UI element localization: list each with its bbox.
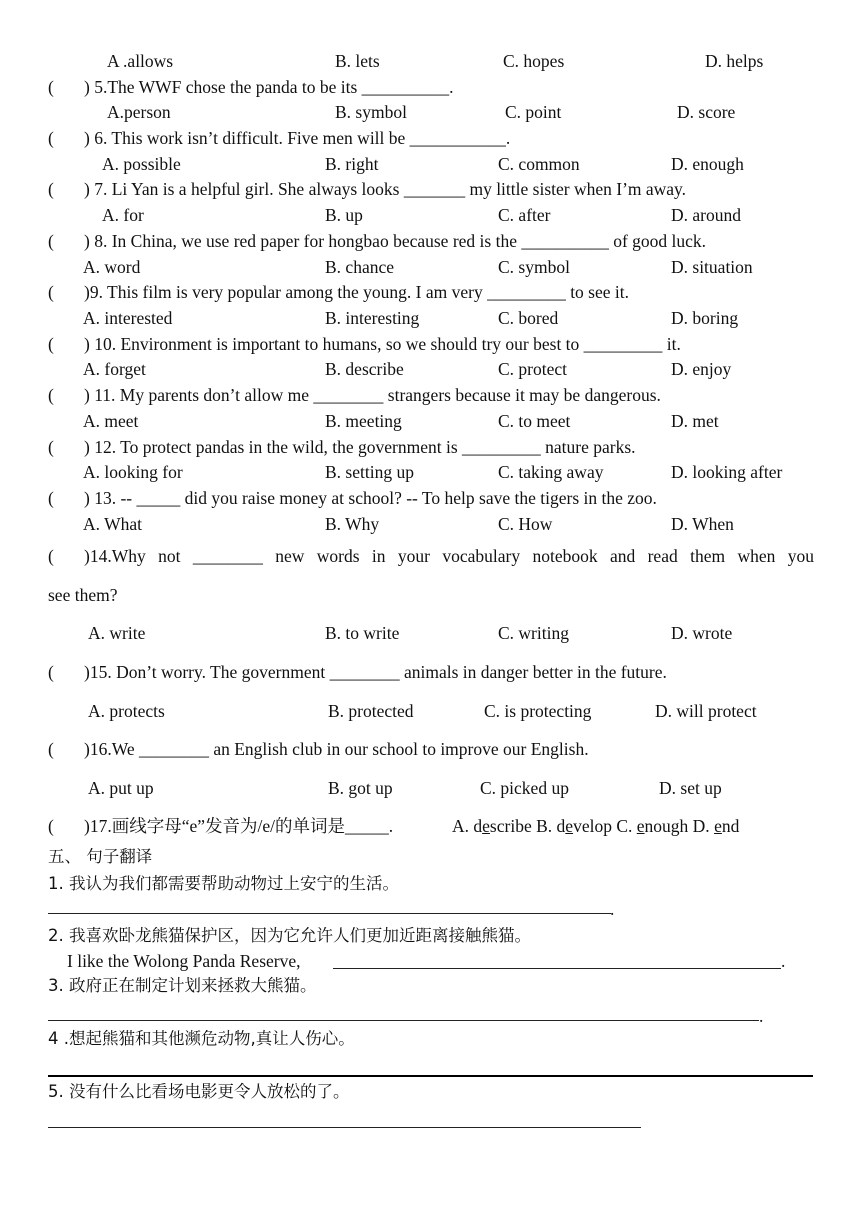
question-12: ( ) 12. To protect pandas in the wild, the government is _________ nature parks. bbox=[48, 437, 636, 457]
option-a[interactable]: A. put up bbox=[88, 778, 154, 798]
option-b[interactable]: B. setting up bbox=[325, 462, 414, 482]
question-16: ( )16.We ________ an English club in our school to improve our English. bbox=[48, 739, 589, 759]
answer-line-5[interactable] bbox=[48, 1127, 641, 1128]
option-a[interactable]: A.person bbox=[107, 102, 171, 122]
question-10: ( ) 10. Environment is important to humans, so we should try our best to _________ it. bbox=[48, 334, 681, 354]
question-17-options bbox=[452, 815, 739, 837]
option-b[interactable]: B. up bbox=[325, 205, 363, 225]
option-d[interactable]: D. met bbox=[671, 411, 719, 431]
option-b[interactable]: B. got up bbox=[328, 778, 393, 798]
option-d[interactable]: D. boring bbox=[671, 308, 739, 328]
translation-item-2-prefix: I like the Wolong Panda Reserve, bbox=[67, 951, 301, 971]
option-a[interactable]: A. describe bbox=[452, 816, 532, 836]
option-c[interactable]: C. protect bbox=[498, 359, 568, 379]
translation-item-1: 1. 我认为我们都需要帮助动物过上安宁的生活。 bbox=[48, 874, 399, 893]
option-a[interactable]: A. interested bbox=[83, 308, 173, 328]
option-b[interactable]: B. describe bbox=[325, 359, 404, 379]
option-c[interactable]: C. point bbox=[505, 102, 562, 122]
answer-line-3-end: . bbox=[759, 1006, 764, 1026]
question-7: ( ) 7. Li Yan is a helpful girl. She always looks _______ my little sister when I’m away. bbox=[48, 179, 687, 199]
question-11: ( ) 11. My parents don’t allow me ________ strangers because it may be dangerous. bbox=[48, 385, 661, 405]
option-b[interactable]: B. lets bbox=[335, 51, 380, 71]
question-14-continued: see them? bbox=[48, 585, 118, 605]
option-d[interactable]: D. looking after bbox=[671, 462, 783, 482]
answer-line-1-end: . bbox=[610, 899, 615, 919]
option-d[interactable]: D. end bbox=[692, 816, 740, 836]
option-d[interactable]: D. When bbox=[671, 514, 734, 534]
option-a[interactable]: A. for bbox=[102, 205, 144, 225]
option-a[interactable]: A. protects bbox=[88, 701, 165, 721]
option-d[interactable]: D. score bbox=[677, 102, 736, 122]
option-d[interactable]: D. will protect bbox=[655, 701, 757, 721]
section-title: 五、 句子翻译 bbox=[48, 847, 153, 866]
option-d[interactable]: D. set up bbox=[659, 778, 722, 798]
question-14: ( )14.Why not ________ new words in your vocabulary notebook and read them when you bbox=[48, 546, 814, 566]
answer-line-1[interactable] bbox=[48, 913, 611, 914]
question-9: ( )9. This film is very popular among the young. I am very _________ to see it. bbox=[48, 282, 630, 302]
option-c[interactable]: C. symbol bbox=[498, 257, 570, 277]
option-c[interactable]: C. hopes bbox=[503, 51, 565, 71]
option-c[interactable]: C. writing bbox=[498, 623, 569, 643]
option-c[interactable]: C. is protecting bbox=[484, 701, 592, 721]
translation-item-4: 4 .想起熊猫和其他濒危动物,真让人伤心。 bbox=[48, 1029, 355, 1048]
option-b[interactable]: B. develop bbox=[536, 816, 612, 836]
option-c[interactable]: C. bored bbox=[498, 308, 559, 328]
option-b[interactable]: B. symbol bbox=[335, 102, 407, 122]
option-b[interactable]: B. to write bbox=[325, 623, 400, 643]
answer-line-2-end: . bbox=[781, 951, 786, 971]
option-b[interactable]: B. chance bbox=[325, 257, 394, 277]
option-a[interactable]: A. word bbox=[83, 257, 141, 277]
option-c[interactable]: C. How bbox=[498, 514, 553, 534]
question-5: ( ) 5.The WWF chose the panda to be its __________. bbox=[48, 77, 454, 97]
option-a[interactable]: A. possible bbox=[102, 154, 181, 174]
question-8: ( ) 8. In China, we use red paper for hongbao because red is the __________ of good luck. bbox=[48, 231, 707, 251]
option-b[interactable]: B. meeting bbox=[325, 411, 402, 431]
translation-item-5: 5. 没有什么比看场电影更令人放松的了。 bbox=[48, 1082, 350, 1101]
option-a[interactable]: A .allows bbox=[107, 51, 174, 71]
option-c[interactable]: C. after bbox=[498, 205, 551, 225]
answer-line-3[interactable] bbox=[48, 1020, 759, 1021]
option-c[interactable]: C. enough bbox=[616, 816, 689, 836]
option-d[interactable]: D. situation bbox=[671, 257, 753, 277]
option-d[interactable]: D. enough bbox=[671, 154, 744, 174]
question-17: ( )17.画线字母“e”发音为/e/的单词是_____. bbox=[48, 816, 394, 836]
option-d[interactable]: D. wrote bbox=[671, 623, 733, 643]
option-b[interactable]: B. Why bbox=[325, 514, 380, 534]
option-b[interactable]: B. right bbox=[325, 154, 379, 174]
option-c[interactable]: C. common bbox=[498, 154, 580, 174]
question-15: ( )15. Don’t worry. The government ________ animals in danger better in the future. bbox=[48, 662, 667, 682]
option-d[interactable]: D. enjoy bbox=[671, 359, 732, 379]
question-6: ( ) 6. This work isn’t difficult. Five men will be ___________. bbox=[48, 128, 511, 148]
option-b[interactable]: B. protected bbox=[328, 701, 414, 721]
answer-line-4[interactable] bbox=[48, 1075, 813, 1077]
question-13: ( ) 13. -- _____ did you raise money at school? -- To help save the tigers in the zoo. bbox=[48, 488, 657, 508]
option-c[interactable]: C. to meet bbox=[498, 411, 571, 431]
answer-line-2[interactable] bbox=[333, 968, 781, 969]
option-d[interactable]: D. helps bbox=[705, 51, 764, 71]
option-a[interactable]: A. forget bbox=[83, 359, 146, 379]
option-a[interactable]: A. What bbox=[83, 514, 142, 534]
option-c[interactable]: C. taking away bbox=[498, 462, 604, 482]
translation-item-3: 3. 政府正在制定计划来拯救大熊猫。 bbox=[48, 976, 317, 995]
option-c[interactable]: C. picked up bbox=[480, 778, 569, 798]
translation-item-2: 2. 我喜欢卧龙熊猫保护区，因为它允许人们更加近距离接触熊猫。 bbox=[48, 926, 531, 945]
option-a[interactable]: A. looking for bbox=[83, 462, 183, 482]
option-a[interactable]: A. write bbox=[88, 623, 146, 643]
option-b[interactable]: B. interesting bbox=[325, 308, 420, 328]
option-d[interactable]: D. around bbox=[671, 205, 741, 225]
option-a[interactable]: A. meet bbox=[83, 411, 139, 431]
